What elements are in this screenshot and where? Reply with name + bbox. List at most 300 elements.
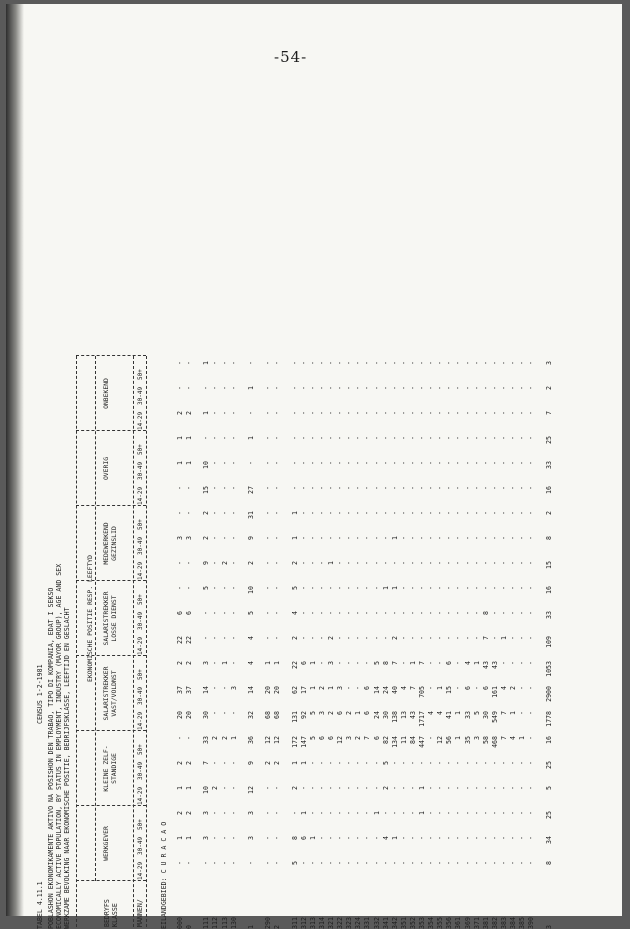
table-cell: - <box>527 786 536 790</box>
age-label: 30-49 <box>137 536 144 555</box>
table-cell: - <box>372 861 381 865</box>
table-cell: - <box>499 511 508 515</box>
table-cell: 5 <box>308 736 317 740</box>
table-cell: - <box>220 436 229 440</box>
table-cell: 2 <box>381 786 390 790</box>
table-cell: 2 <box>290 786 299 790</box>
table-cell: - <box>390 761 399 765</box>
table-cell: - <box>336 536 345 540</box>
table-cell: 1 <box>454 736 463 740</box>
table-cell: 8 <box>544 536 553 540</box>
table-cell: - <box>345 511 354 515</box>
table-cell: - <box>527 436 536 440</box>
table-cell: - <box>408 486 417 490</box>
table-cell: 1 <box>290 761 299 765</box>
group-label <box>103 731 118 806</box>
table-cell: 1 <box>372 811 381 815</box>
table-cell: - <box>454 511 463 515</box>
table-cell: 1 <box>472 661 481 665</box>
table-cell: - <box>185 486 194 490</box>
table-cell: - <box>290 386 299 390</box>
table-cell: - <box>481 511 490 515</box>
age-label: 50+ <box>137 744 144 755</box>
table-cell: - <box>490 436 499 440</box>
table-cell: - <box>390 861 399 865</box>
age-label: 50+ <box>137 444 144 455</box>
table-cell: - <box>418 836 427 840</box>
table-cell: 3 <box>202 661 211 665</box>
table-cell: - <box>427 836 436 840</box>
table-cell: - <box>518 561 527 565</box>
group-label <box>103 581 118 656</box>
table-cell: - <box>408 561 417 565</box>
table-cell: 7 <box>544 411 553 415</box>
table-cell: - <box>454 761 463 765</box>
table-cell: - <box>363 511 372 515</box>
title-line-2: ECONOMICALLY ACTIVE POPULATION, BY STATUS IN EMPLOYMENT, INDUSTRY (MAYOR GROUP), AGE AND SEX <box>55 563 63 929</box>
table-cell: - <box>220 411 229 415</box>
table-cell: - <box>427 461 436 465</box>
table-cell: - <box>381 536 390 540</box>
table-cell: 3 <box>327 661 336 665</box>
table-cell: - <box>363 411 372 415</box>
age-label: 50+ <box>137 369 144 380</box>
table-cell: - <box>229 361 238 365</box>
table-cell: - <box>211 711 220 715</box>
table-cell: - <box>336 486 345 490</box>
table-cell: - <box>345 436 354 440</box>
table-cell: 58 <box>481 736 490 744</box>
table-row-label: 1 <box>246 925 255 929</box>
table-cell: 15 <box>544 561 553 569</box>
table-cell: - <box>472 361 481 365</box>
table-cell: - <box>354 586 363 590</box>
table-cell: 5 <box>246 611 255 615</box>
table-cell: 1 <box>273 661 282 665</box>
table-cell: - <box>229 611 238 615</box>
table-cell: - <box>418 361 427 365</box>
table-cell: 1 <box>509 711 518 715</box>
table-cell: - <box>509 386 518 390</box>
table-cell: - <box>527 486 536 490</box>
table-cell: 1 <box>418 786 427 790</box>
table-cell: - <box>390 486 399 490</box>
table-cell: - <box>372 586 381 590</box>
table-cell: - <box>472 811 481 815</box>
group-divider <box>76 505 146 506</box>
table-cell: - <box>229 461 238 465</box>
table-cell: 134 <box>390 736 399 748</box>
table-cell: 2 <box>327 636 336 640</box>
table-cell: - <box>308 511 317 515</box>
table-cell: - <box>427 386 436 390</box>
table-cell: 1 <box>176 436 184 440</box>
table-cell: - <box>399 511 408 515</box>
table-cell: - <box>509 586 518 590</box>
table-cell: - <box>518 711 527 715</box>
table-cell: 25 <box>544 761 553 769</box>
table-cell: - <box>436 786 445 790</box>
table-cell: - <box>427 361 436 365</box>
table-cell: - <box>345 836 354 840</box>
table-cell: - <box>299 411 308 415</box>
table-cell: - <box>399 386 408 390</box>
table-cell: 1 <box>499 636 508 640</box>
table-cell: 6 <box>372 736 381 740</box>
age-label: 14-29 <box>137 711 144 730</box>
table-cell: - <box>220 686 229 690</box>
table-cell: - <box>363 611 372 615</box>
group-divider <box>76 805 146 806</box>
table-cell: - <box>317 636 326 640</box>
table-cell: - <box>463 811 472 815</box>
table-cell: - <box>518 536 527 540</box>
table-cell: - <box>499 811 508 815</box>
table-cell: 4 <box>381 836 390 840</box>
table-cell: 7 <box>499 736 508 740</box>
rotated-table <box>36 99 596 929</box>
table-cell: - <box>418 586 427 590</box>
table-cell: - <box>436 811 445 815</box>
group-label-line: KLEINE ZELF- <box>102 745 110 792</box>
age-label: 14-29 <box>137 636 144 655</box>
table-cell: 147 <box>299 736 308 748</box>
table-cell: - <box>454 411 463 415</box>
group-divider <box>76 430 146 431</box>
table-cell: - <box>264 536 273 540</box>
table-cell: - <box>427 861 436 865</box>
table-cell: - <box>308 636 317 640</box>
table-cell: - <box>527 686 536 690</box>
table-cell: - <box>264 436 273 440</box>
table-cell: - <box>317 861 326 865</box>
age-label: 30-49 <box>137 836 144 855</box>
table-row-label: 111 <box>202 917 211 929</box>
header-rule-top <box>76 356 77 927</box>
table-cell: - <box>220 511 229 515</box>
table-cell: 6 <box>445 661 454 665</box>
group-divider <box>76 880 146 881</box>
table-cell: - <box>273 611 282 615</box>
table-cell: 172 <box>290 736 299 748</box>
table-cell: 20 <box>176 711 184 719</box>
table-cell: - <box>273 836 282 840</box>
table-cell: - <box>372 436 381 440</box>
table-cell: - <box>354 361 363 365</box>
table-cell: - <box>427 561 436 565</box>
table-cell: - <box>363 836 372 840</box>
table-cell: - <box>317 386 326 390</box>
table-cell: 2 <box>317 686 326 690</box>
table-cell: - <box>372 611 381 615</box>
table-cell: - <box>463 386 472 390</box>
table-cell: - <box>490 836 499 840</box>
table-cell: 2 <box>273 761 282 765</box>
table-cell: - <box>354 761 363 765</box>
table-cell: - <box>527 511 536 515</box>
table-cell: - <box>264 811 273 815</box>
table-cell: - <box>518 411 527 415</box>
table-cell: - <box>345 761 354 765</box>
table-cell: - <box>336 811 345 815</box>
table-cell: - <box>229 811 238 815</box>
table-cell: - <box>229 786 238 790</box>
table-cell: 10 <box>202 461 211 469</box>
table-row-label: 342 <box>390 917 399 929</box>
table-cell: - <box>354 611 363 615</box>
table-cell: - <box>418 411 427 415</box>
table-cell: 6 <box>336 711 345 715</box>
table-cell: - <box>220 636 229 640</box>
table-cell: 8 <box>381 661 390 665</box>
table-cell: - <box>436 436 445 440</box>
table-cell: - <box>463 561 472 565</box>
table-cell: - <box>408 536 417 540</box>
table-cell: - <box>518 861 527 865</box>
table-cell: - <box>463 861 472 865</box>
table-cell: 37 <box>176 686 184 694</box>
table-cell: - <box>308 536 317 540</box>
table-cell: - <box>527 661 536 665</box>
table-cell: - <box>527 361 536 365</box>
table-cell: - <box>499 386 508 390</box>
table-cell: - <box>518 811 527 815</box>
table-cell: 37 <box>185 686 194 694</box>
table-cell: - <box>436 386 445 390</box>
table-cell: 84 <box>408 736 417 744</box>
table-row-label: 351 <box>399 917 408 929</box>
table-cell: - <box>299 636 308 640</box>
table-cell: - <box>229 436 238 440</box>
table-cell: - <box>211 636 220 640</box>
table-row-label: 361 <box>454 917 463 929</box>
table-cell: - <box>317 761 326 765</box>
table-cell: 9 <box>246 761 255 765</box>
table-cell: - <box>308 461 317 465</box>
table-cell: - <box>445 511 454 515</box>
table-cell: - <box>327 861 336 865</box>
table-cell: 6 <box>185 611 194 615</box>
table-row-label: 324 <box>354 917 363 929</box>
table-cell: - <box>176 511 184 515</box>
table-cell: - <box>229 386 238 390</box>
table-cell: - <box>472 511 481 515</box>
table-cell: 25 <box>544 811 553 819</box>
table-cell: 14 <box>372 686 381 694</box>
table-cell: 8 <box>544 861 553 865</box>
table-cell: 1 <box>229 736 238 740</box>
table-cell: - <box>229 511 238 515</box>
table-cell: - <box>418 761 427 765</box>
table-cell: - <box>399 361 408 365</box>
table-cell: - <box>490 536 499 540</box>
table-cell: - <box>408 636 417 640</box>
table-cell: - <box>518 611 527 615</box>
table-cell: 5 <box>544 786 553 790</box>
table-cell: - <box>345 611 354 615</box>
table-cell: - <box>345 686 354 690</box>
table-cell: - <box>308 811 317 815</box>
table-row-label: 113 <box>220 917 229 929</box>
table-cell: 131 <box>290 711 299 723</box>
table-cell: - <box>427 661 436 665</box>
table-cell: - <box>220 811 229 815</box>
table-cell: - <box>436 636 445 640</box>
table-cell: 5 <box>472 711 481 715</box>
table-cell: - <box>463 486 472 490</box>
table-cell: - <box>327 586 336 590</box>
table-cell: - <box>463 536 472 540</box>
table-cell: - <box>408 361 417 365</box>
table-cell: - <box>499 661 508 665</box>
table-cell: - <box>176 386 184 390</box>
table-cell: - <box>308 386 317 390</box>
table-cell: - <box>499 611 508 615</box>
table-cell: 9 <box>246 536 255 540</box>
table-cell: - <box>454 461 463 465</box>
table-cell: - <box>445 611 454 615</box>
table-cell: - <box>264 461 273 465</box>
table-cell: - <box>472 386 481 390</box>
table-cell: - <box>509 836 518 840</box>
group-label-line: LOSSE DIENST <box>109 595 118 642</box>
table-cell: 549 <box>490 711 499 723</box>
table-cell: 4 <box>246 661 255 665</box>
table-cell: - <box>372 361 381 365</box>
table-cell: - <box>264 611 273 615</box>
table-row-label: 000 <box>176 917 184 929</box>
table-cell: 1 <box>246 386 255 390</box>
table-cell: 1 <box>246 436 255 440</box>
table-cell: 20 <box>264 686 273 694</box>
table-cell: - <box>427 786 436 790</box>
table-cell: 3 <box>229 686 238 690</box>
table-cell: - <box>211 561 220 565</box>
table-cell: - <box>481 386 490 390</box>
table-cell: - <box>336 761 345 765</box>
table-cell: - <box>273 386 282 390</box>
table-cell: - <box>399 486 408 490</box>
table-cell: 6 <box>463 686 472 690</box>
group-label-line: VAST/VOLDNST <box>109 670 118 717</box>
table-cell: - <box>308 786 317 790</box>
table-cell: 1 <box>381 586 390 590</box>
table-cell: - <box>246 461 255 465</box>
age-label: 30-49 <box>137 386 144 405</box>
table-cell: - <box>372 486 381 490</box>
table-cell: - <box>454 861 463 865</box>
table-cell: 15 <box>445 686 454 694</box>
table-cell: - <box>185 361 194 365</box>
table-cell: - <box>408 861 417 865</box>
table-cell: - <box>317 836 326 840</box>
table-cell: 7 <box>390 661 399 665</box>
table-cell: - <box>445 461 454 465</box>
table-cell: - <box>317 611 326 615</box>
group-label <box>103 431 111 506</box>
table-cell: - <box>363 861 372 865</box>
table-cell: - <box>472 836 481 840</box>
table-cell: - <box>229 661 238 665</box>
table-cell: 4 <box>436 711 445 715</box>
table-cell: - <box>527 611 536 615</box>
table-cell: 5 <box>290 861 299 865</box>
table-cell: 6 <box>363 711 372 715</box>
table-row-label: 356 <box>445 917 454 929</box>
table-cell: - <box>372 411 381 415</box>
table-cell: 2 <box>290 561 299 565</box>
table-cell: - <box>354 686 363 690</box>
table-cell: 2 <box>327 711 336 715</box>
table-cell: - <box>472 536 481 540</box>
age-label: 14-29 <box>137 861 144 880</box>
group-divider <box>76 580 146 581</box>
table-cell: - <box>308 586 317 590</box>
table-cell: - <box>490 461 499 465</box>
group-divider <box>76 730 146 731</box>
table-cell: - <box>518 586 527 590</box>
table-cell: 1 <box>454 711 463 715</box>
table-row-label: 383 <box>499 917 508 929</box>
table-cell: - <box>418 436 427 440</box>
table-cell: - <box>481 486 490 490</box>
table-cell: - <box>527 386 536 390</box>
table-cell: - <box>211 386 220 390</box>
table-cell: - <box>390 436 399 440</box>
group-divider-end <box>76 355 146 356</box>
group-label-line: STANDIGE <box>109 753 118 784</box>
table-cell: 7 <box>418 661 427 665</box>
table-cell: - <box>264 561 273 565</box>
table-cell: - <box>327 361 336 365</box>
table-cell: - <box>381 636 390 640</box>
table-cell: - <box>336 786 345 790</box>
table-cell: - <box>390 511 399 515</box>
group-divider <box>76 655 146 656</box>
table-cell: - <box>436 561 445 565</box>
table-cell: - <box>264 411 273 415</box>
group-label-line: SALARISTREKKER <box>102 666 110 721</box>
table-cell: - <box>509 486 518 490</box>
table-cell: 36 <box>246 736 255 744</box>
table-cell: - <box>273 411 282 415</box>
table-cell: - <box>472 761 481 765</box>
table-cell: - <box>290 461 299 465</box>
table-cell: - <box>317 586 326 590</box>
table-cell: - <box>527 761 536 765</box>
table-cell: 1 <box>327 686 336 690</box>
table-cell: - <box>499 586 508 590</box>
table-cell: 7 <box>363 736 372 740</box>
table-cell: - <box>509 436 518 440</box>
table-cell: - <box>518 836 527 840</box>
table-cell: - <box>418 636 427 640</box>
table-cell: 138 <box>390 711 399 723</box>
table-cell: - <box>436 361 445 365</box>
table-cell: - <box>363 636 372 640</box>
table-cell: - <box>327 486 336 490</box>
table-cell: 2 <box>544 511 553 515</box>
table-cell: - <box>390 361 399 365</box>
table-cell: 16 <box>544 736 553 744</box>
table-cell: - <box>499 461 508 465</box>
table-cell: - <box>246 861 255 865</box>
table-cell: - <box>220 536 229 540</box>
table-cell: 27 <box>246 486 255 494</box>
island-label: EILANDGEBIED: C U R A C A O <box>160 821 168 929</box>
table-row-label: 371 <box>472 917 481 929</box>
table-cell: - <box>408 386 417 390</box>
